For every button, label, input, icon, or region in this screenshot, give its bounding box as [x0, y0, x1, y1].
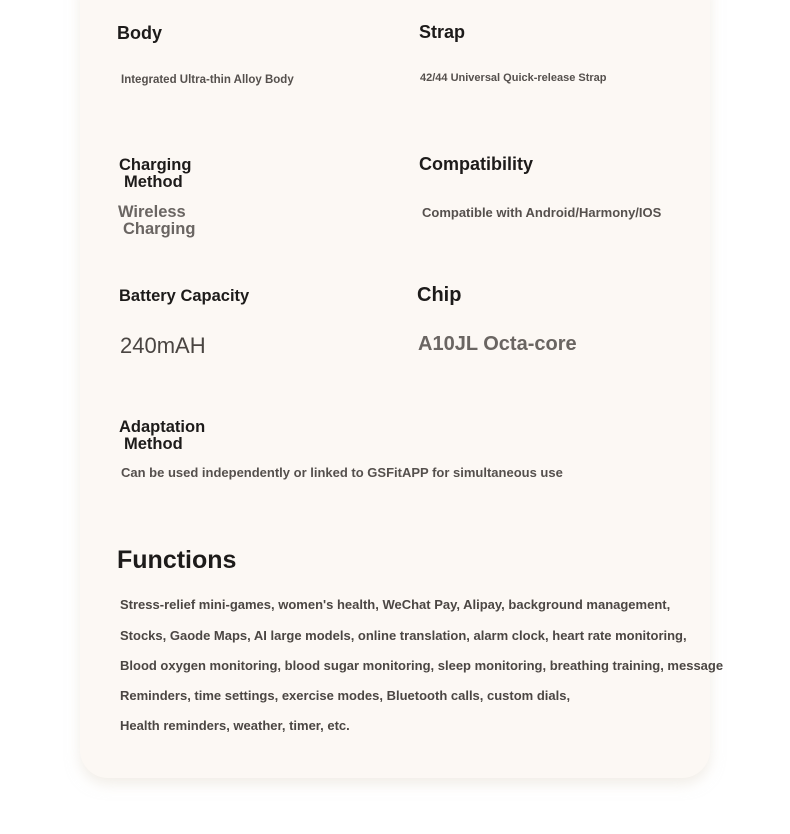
functions-title: Functions — [117, 546, 237, 574]
battery-capacity-label: Battery Capacity — [119, 287, 250, 305]
functions-line: Stocks, Gaode Maps, AI large models, online translation, alarm clock, heart rate monitoring, — [120, 628, 687, 643]
adaptation-method-label-line2: Method — [124, 434, 183, 453]
body-label: Body — [117, 23, 162, 43]
strap-label: Strap — [419, 22, 466, 42]
body-value: Integrated Ultra-thin Alloy Body — [121, 74, 294, 86]
charging-method-label-line1: Charging — [119, 156, 192, 174]
compatibility-label: Compatibility — [419, 154, 534, 174]
battery-capacity-value: 240mAH — [120, 333, 206, 358]
compatibility-value: Compatible with Android/Harmony/IOS — [422, 205, 662, 220]
adaptation-method-label — [119, 419, 205, 452]
chip-value: A10JL Octa-core — [418, 333, 577, 355]
adaptation-method-value: Can be used independently or linked to GSFitAPP for simultaneous use — [121, 465, 563, 480]
chip-label: Chip — [417, 284, 462, 306]
functions-line: Health reminders, weather, timer, etc. — [120, 718, 350, 733]
charging-method-value — [118, 204, 195, 237]
charging-method-value-line2: Charging — [123, 219, 196, 238]
charging-method-label — [119, 157, 191, 190]
strap-value: 42/44 Universal Quick-release Strap — [420, 72, 607, 84]
charging-method-value-line1: Wireless — [118, 203, 186, 221]
functions-line: Reminders, time settings, exercise modes, Bluetooth calls, custom dials, — [120, 688, 571, 703]
functions-line: Stress-relief mini-games, women's health, WeChat Pay, Alipay, background management, — [120, 597, 671, 612]
charging-method-label-line2: Method — [124, 172, 183, 191]
functions-line: Blood oxygen monitoring, blood sugar monitoring, sleep monitoring, breathing training, message — [120, 658, 724, 673]
adaptation-method-label-line1: Adaptation — [119, 418, 206, 436]
